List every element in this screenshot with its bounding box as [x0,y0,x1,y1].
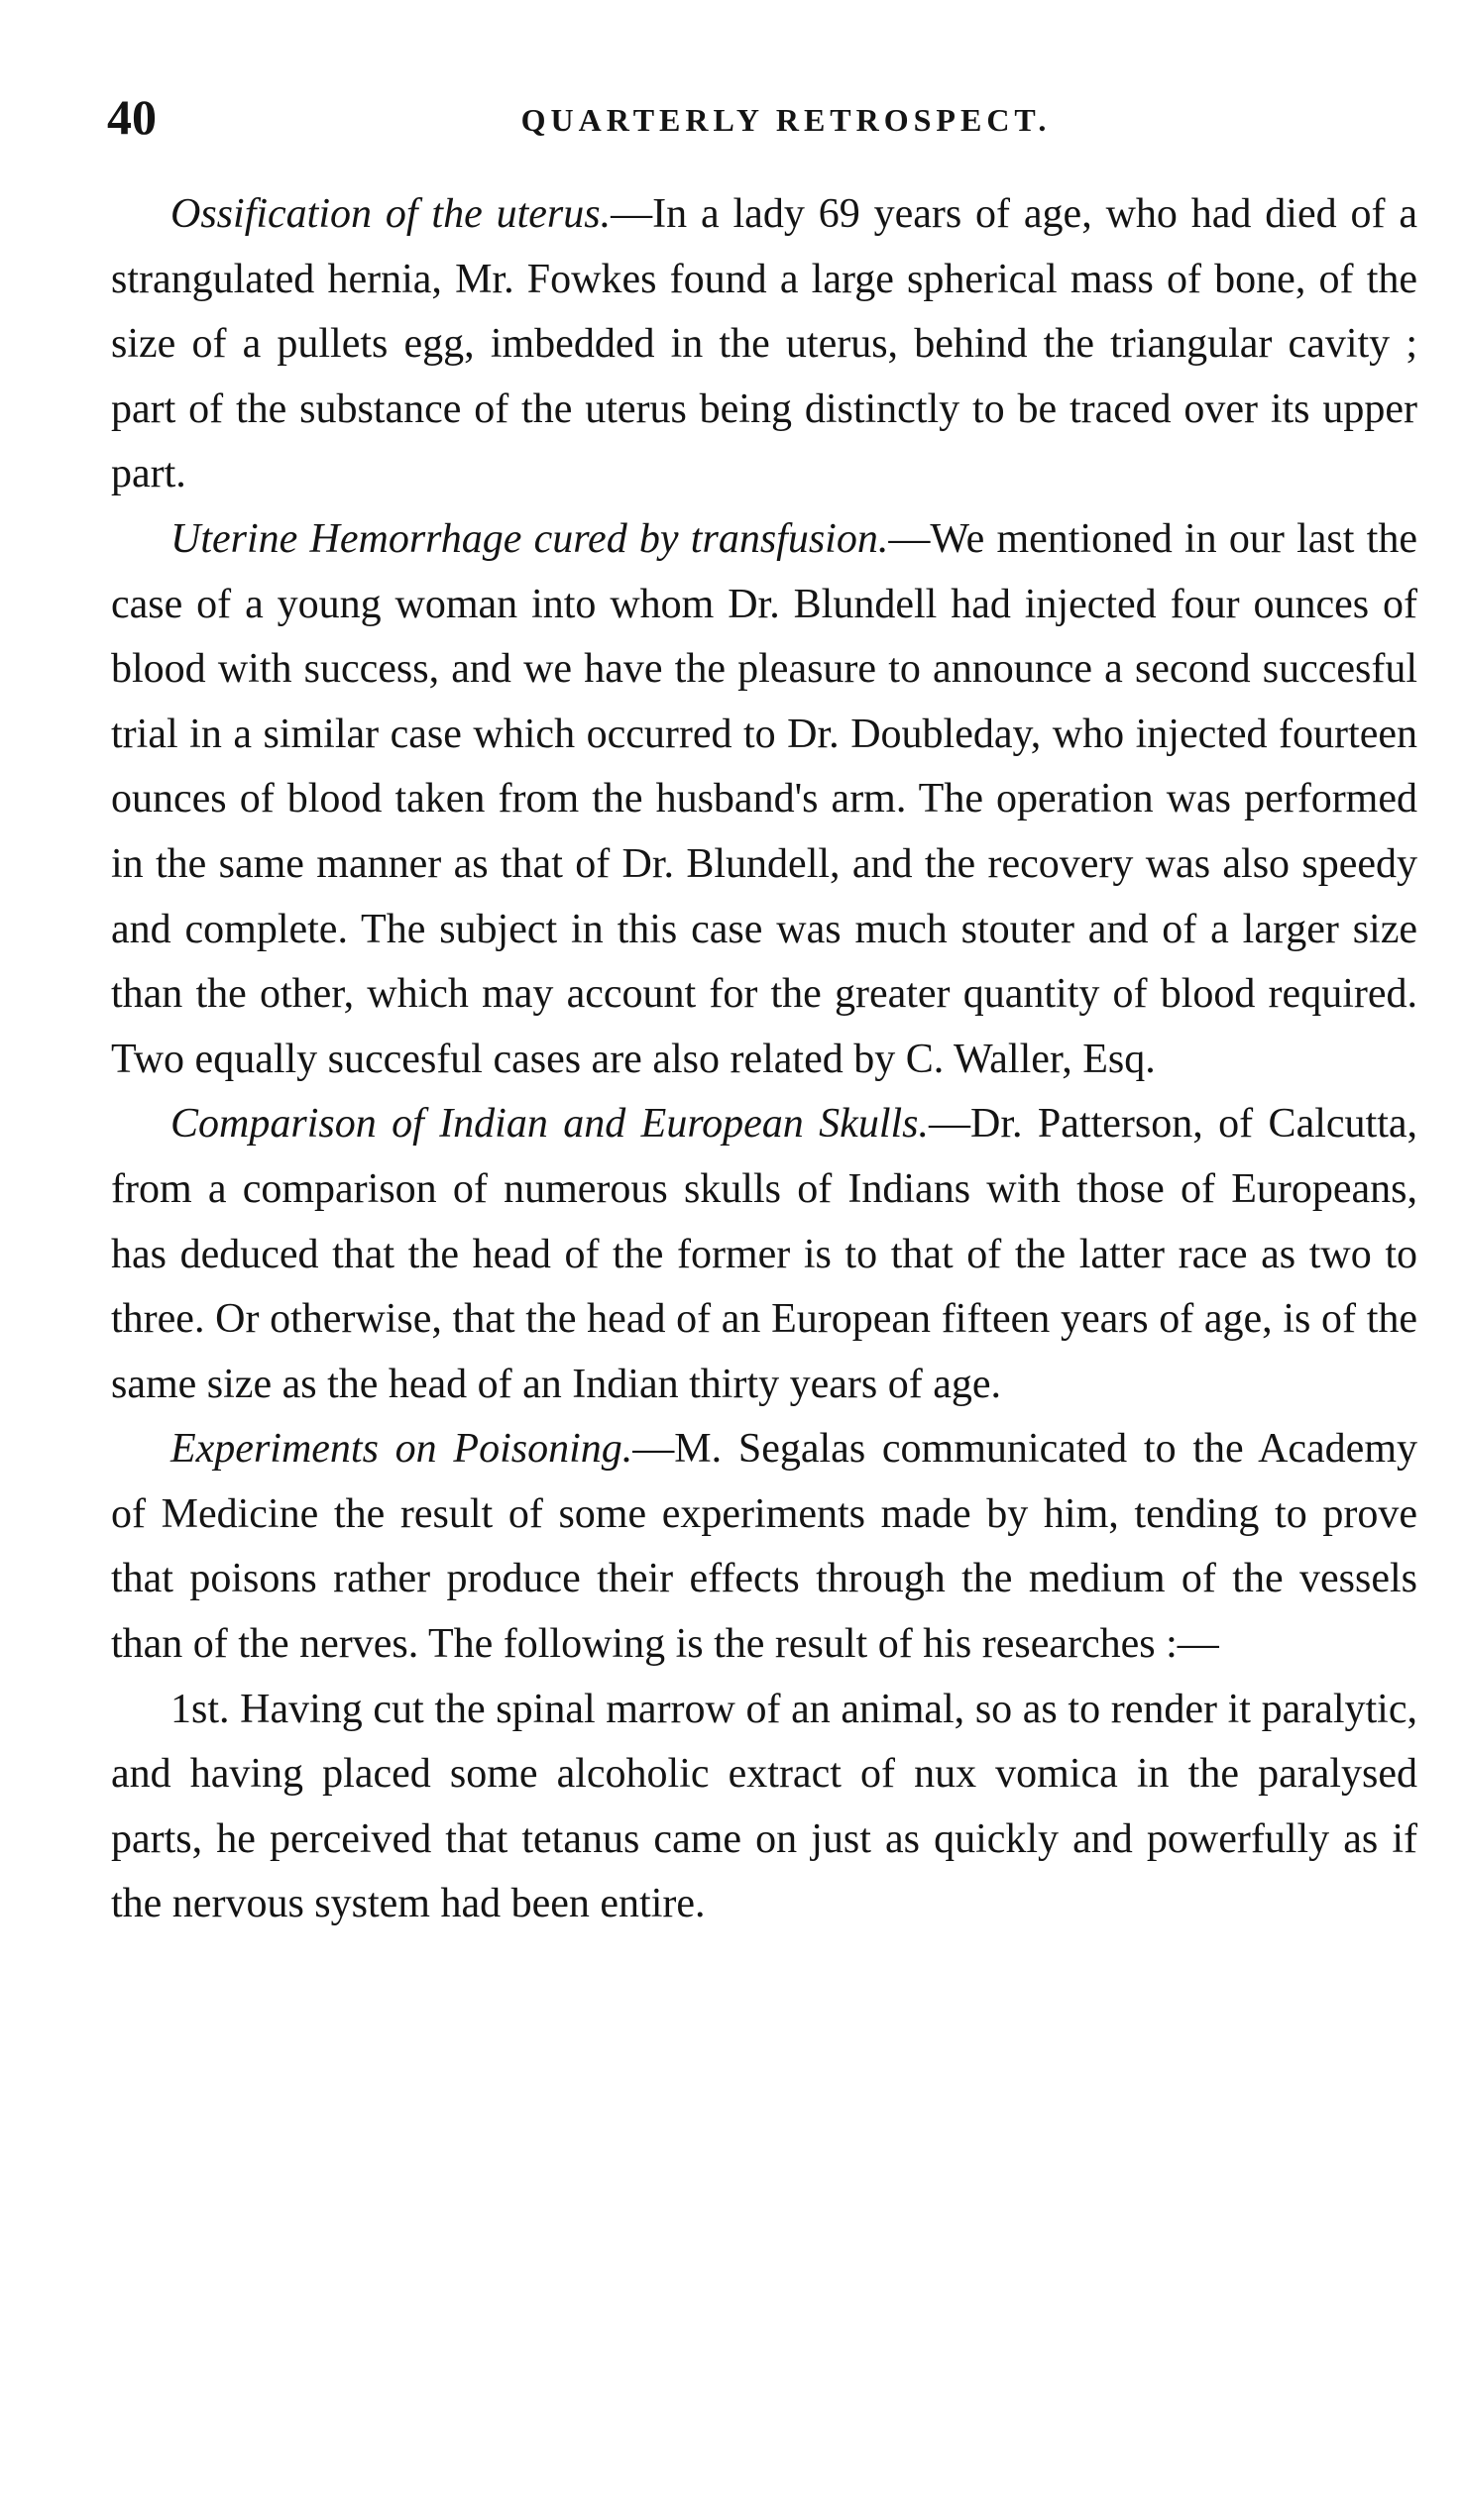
running-title: QUARTERLY RETROSPECT. [520,102,1052,138]
body-text [111,182,1417,1937]
paragraph-heading: Ossification of the uterus. [170,191,612,237]
paragraph-ossification [111,182,1417,507]
paragraph-poisoning [111,1417,1417,1677]
page-number: 40 [107,89,157,145]
paragraph-heading: Experiments on Poisoning. [170,1426,633,1473]
paragraph-heading: Comparison of Indian and European Skulls. [170,1101,930,1148]
paragraph-text: —In a lady 69 years of age, who had died of a strangulated hernia, Mr. Fowkes found a large spherical mass of bone, of the size of a pullets egg, imbedded in the uterus, behind the triangular cavity ; part of the substance of the uterus being distinctly to be traced over its upper part. [111,191,1417,497]
paragraph-skulls [111,1092,1417,1417]
paragraph-text: —Dr. Patterson, of Calcutta, from a comparison of numerous skulls of Indians with those of Europeans, has deduced that the head of the former is to that of the latter race as two to three. Or otherwise, that the head of an European fifteen years of age, is of the same size as the head of an Indian thirty years of age. [111,1101,1417,1407]
paragraph-text: —M. Segalas communicated to the Academy of Medicine the result of some experiments made by him, tending to prove that poisons rather produce their effects through the medium of the vessels than of the nerves. The following is the result of his researches :— [111,1426,1417,1668]
paragraph-text: 1st. Having cut the spinal marrow of an animal, so as to render it paralytic, and having placed some alcoholic extract of nux vomica in the paralysed parts, he perceived that tetanus came on just as quickly and powerfully as if the nervous system had been entire. [111,1686,1417,1927]
running-head [107,87,1435,147]
paragraph-heading: Uterine Hemorrhage cured by transfusion. [170,515,889,562]
paragraph-text: —We mentioned in our last the case of a young woman into whom Dr. Blundell had injected four ounces of blood with success, and we have the pleasure to announce a second succesful trial in a similar case which occurred to Dr. Doubleday, who injected fourteen ounces of blood taken from the husband's arm. The operation was performed in the same manner as that of Dr. Blundell, and the recovery was also speedy and complete. The subject in this case was much stouter and of a larger size than the other, which may account for the greater quantity of blood required. Two equally succesful cases are also related by C. Waller, Esq. [111,515,1417,1082]
paragraph-first-experiment [111,1678,1417,1937]
paragraph-transfusion [111,507,1417,1092]
